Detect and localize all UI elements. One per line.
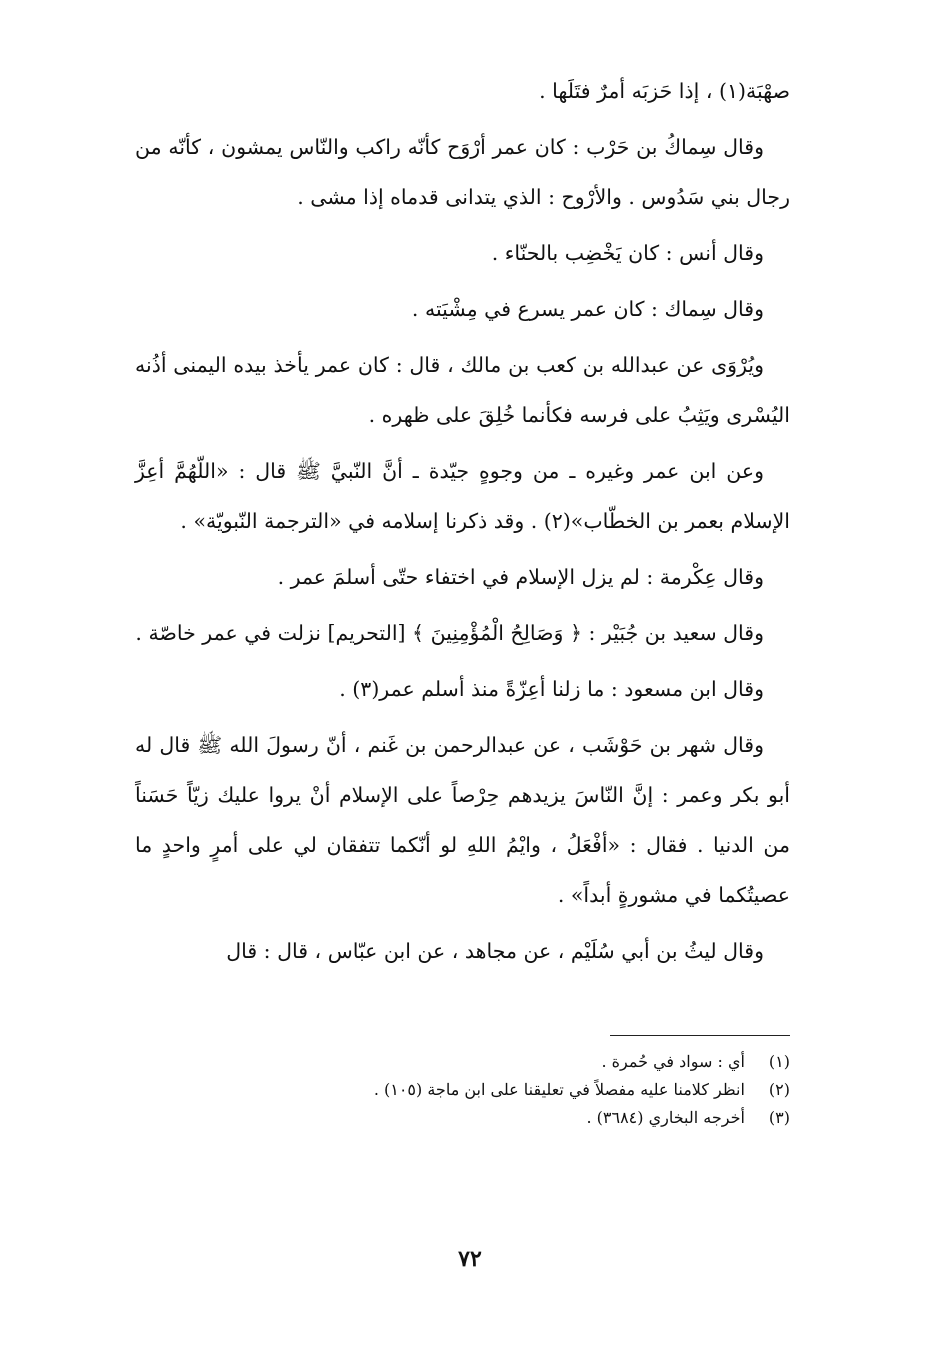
footnote-number: (١) [768,1052,790,1071]
footnote-text: انظر كلامنا عليه مفصلاً في تعليقنا على ابن ماجة (١٠٥) . [373,1080,745,1099]
paragraph-3: وقال أنس : كان يَخْضِب بالحنّاء . [491,241,764,265]
paragraph-4: وقال سِماك : كان عمر يسرع في مِشْيَته . [411,297,764,321]
footnote-3 [135,1104,790,1132]
paragraph-9: وقال ابن مسعود : ما زلنا أعِزّةً منذ أسلم عمر(٣) . [339,677,764,701]
footnotes [135,1048,790,1132]
paragraph-2: وقال سِماكُ بن حَرْب : كان عمر أرْوَح كأنّه راكب والنّاس يمشون ، كأنّه من رجال بني سَدُوس . والأرْوح : الذي يتدانى قدماه إذا مشى . [135,135,790,209]
footnote-number: (٢) [768,1080,790,1099]
paragraph-6: وعن ابن عمر وغيره ـ من وجوهٍ جيّدة ـ أنَّ النّبيَّ ﷺ قال : «اللّهُمَّ أعِزَّ الإسلام بعمر بن الخطّاب»(٢) . وقد ذكرنا إسلامه في «الترجمة النّبويّة» . [135,459,790,533]
paragraph-10: وقال شهر بن حَوْشَب ، عن عبدالرحمن بن غَنم ، أنّ رسولَ الله ﷺ قال له أبو بكر وعمر : إنَّ النّاسَ يزيدهم حِرْصاً على الإسلام أنْ يروا عليك زيّاً حَسَناً من الدنيا . فقال : «أفْعَلُ ، وايْمُ اللهِ لو أنّكما تتفقان لي على أمرٍ واحدٍ ما عصيتُكما في مشورةٍ أبداً» . [135,733,790,907]
paragraph-11: وقال ليثُ بن أبي سُلَيْم ، عن مجاهد ، عن ابن عبّاس ، قال : قال [226,939,764,963]
footnote-divider [610,1035,790,1036]
page-number: ٧٢ [458,1246,482,1272]
footnote-text: أخرجه البخاري (٣٦٨٤) . [586,1108,745,1127]
main-text [135,66,790,982]
footnote-number: (٣) [768,1108,790,1127]
paragraph-5: ويُرْوَى عن عبدالله بن كعب بن مالك ، قال : كان عمر يأخذ بيده اليمنى أذُنه اليُسْرى ويَثِبُ على فرسه فكأنما خُلِقَ على ظهره . [135,353,790,427]
paragraph-7: وقال عِكْرمة : لم يزل الإسلام في اختفاء حتّى أسلمَ عمر . [277,565,764,589]
footnote-1 [135,1048,790,1076]
paragraph-8: وقال سعيد بن جُبَيْر : ﴿ وَصَالِحُ الْمُؤْمِنِينَ ﴾ [التحريم] نزلت في عمر خاصّة . [135,621,764,645]
paragraph-1: صهْبَة(١) ، إذا حَزبَه أمرٌ فتَلَها . [539,79,790,103]
footnote-text: أي : سواد في حُمرة . [601,1052,745,1071]
footnote-2 [135,1076,790,1104]
